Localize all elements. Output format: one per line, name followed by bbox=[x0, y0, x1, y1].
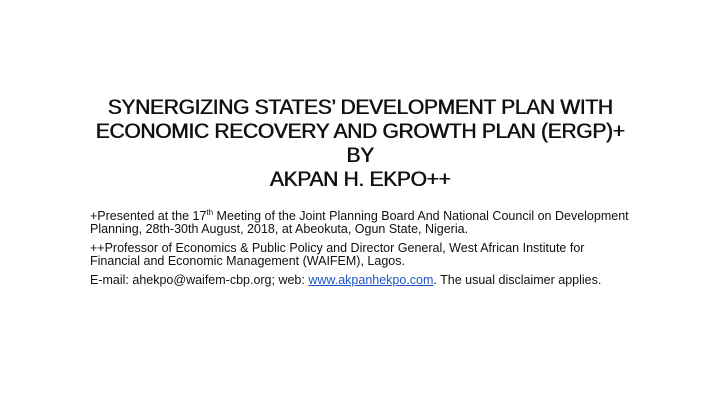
title-line-2: ECONOMIC RECOVERY AND GROWTH PLAN (ERGP)+ bbox=[95, 120, 625, 143]
disclaimer-text: . The usual disclaimer applies. bbox=[433, 273, 602, 287]
title-line-3: BY bbox=[346, 144, 374, 167]
presentation-note bbox=[90, 210, 635, 235]
ordinal-superscript: th bbox=[206, 208, 214, 217]
author-affiliation: ++Professor of Economics & Public Policy and Director General, West African Institute for Financial and Economic Management (WAIFEM), Lagos. bbox=[90, 241, 585, 268]
slide-body bbox=[90, 210, 635, 294]
slide-title bbox=[90, 96, 630, 192]
presentation-note-rest: Meeting of the Joint Planning Board And National Council on Development Planning, 28th-30th August, 2018, at Abeokuta, Ogun State, Nigeria. bbox=[90, 209, 629, 236]
email-text: E-mail: ahekpo@waifem-cbp.org; web: bbox=[90, 273, 309, 287]
presentation-note-start: +Presented at the 17 bbox=[90, 209, 207, 223]
title-line-4: AKPAN H. EKPO++ bbox=[269, 168, 451, 191]
contact-note bbox=[90, 274, 635, 287]
title-line-1: SYNERGIZING STATES’ DEVELOPMENT PLAN WITH bbox=[107, 96, 613, 119]
website-link[interactable]: www.akpanhekpo.com bbox=[308, 273, 434, 287]
